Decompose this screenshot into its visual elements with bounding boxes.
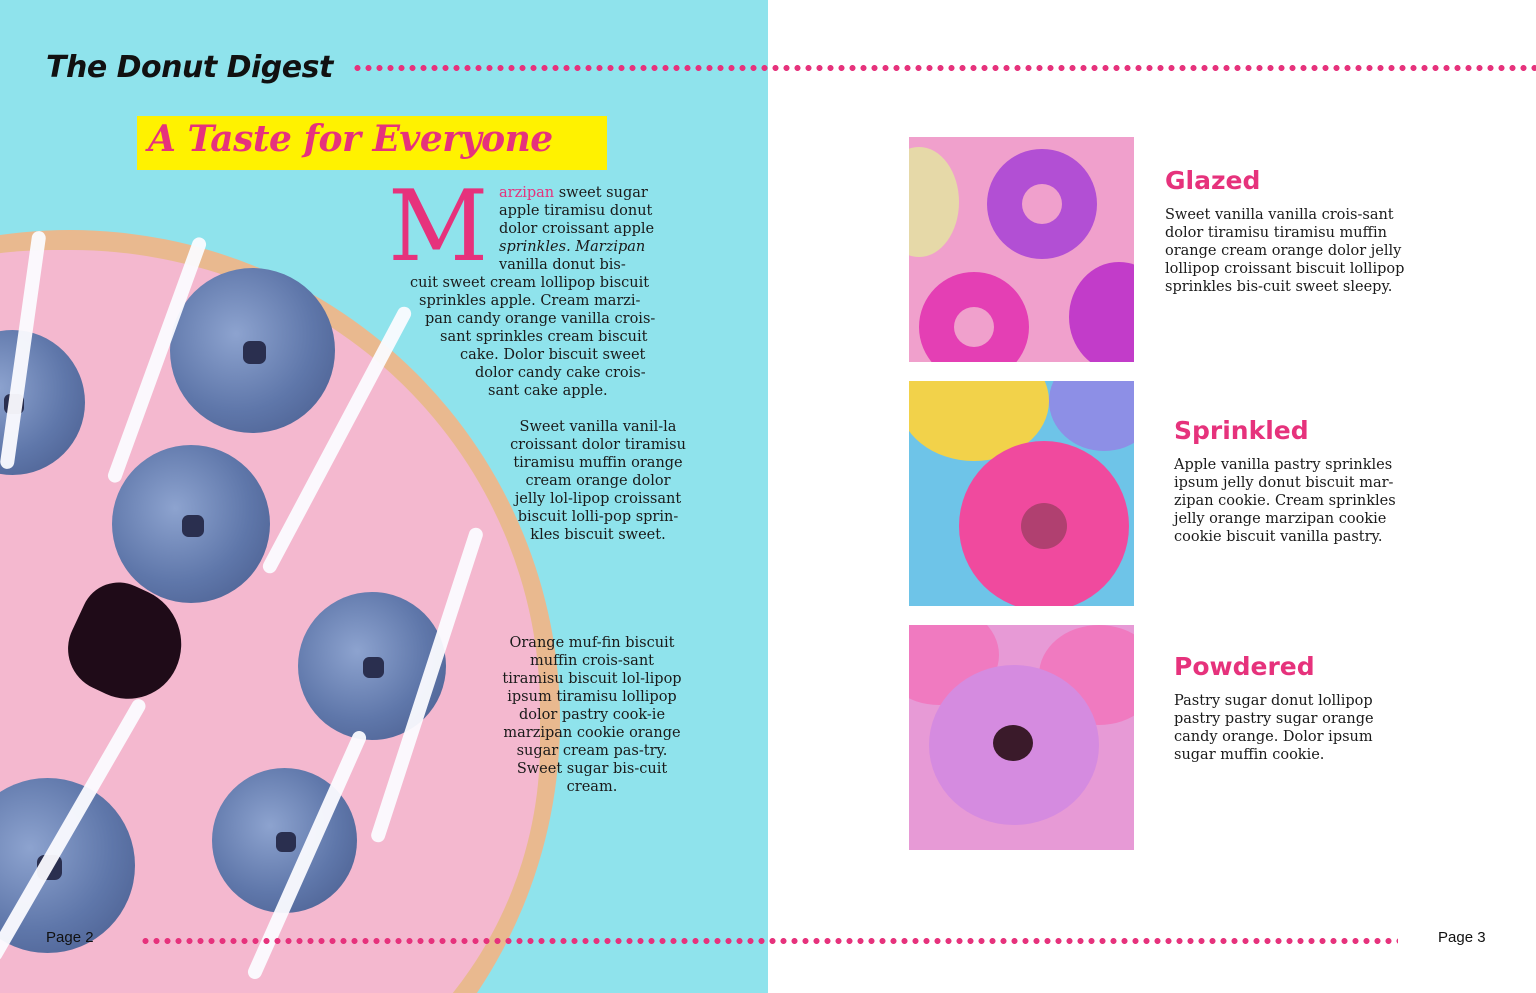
paragraph-line: sant sprinkles cream biscuit xyxy=(440,329,648,345)
donut-shape xyxy=(1049,381,1134,451)
blueberry xyxy=(112,445,270,603)
right-page xyxy=(768,0,1536,993)
donut-hole xyxy=(1021,503,1067,549)
section-title-powdered: Powdered xyxy=(1174,652,1315,681)
glazed-donuts-photo xyxy=(909,137,1134,362)
magazine-brand: The Donut Digest xyxy=(46,50,333,85)
article-paragraph-2: Sweet vanilla vanil-la croissant dolor tiramisu tiramisu muffin orange cream orange dolor jelly lol-lipop croissant biscuit lolli-pop sprin-kles biscuit sweet. xyxy=(510,419,686,543)
donut-hole xyxy=(954,307,994,347)
paragraph-line: dolor croissant apple xyxy=(499,221,655,237)
paragraph-line: sprinkles apple. Cream marzi- xyxy=(419,293,641,309)
paragraph-line: vanilla donut bis- xyxy=(499,257,626,273)
donut-shape xyxy=(909,147,959,257)
paragraph-line: cuit sweet cream lollipop biscuit xyxy=(410,275,650,291)
paragraph-line: apple tiramisu donut xyxy=(499,203,653,219)
powdered-donuts-photo xyxy=(909,625,1134,850)
section-title-sprinkled: Sprinkled xyxy=(1174,416,1309,445)
section-text-powdered: Pastry sugar donut lollipop pastry pastry sugar orange candy orange. Dolor ipsum sugar muffin cookie. xyxy=(1174,693,1374,763)
paragraph-line: sprinkles. Marzipan xyxy=(499,239,646,255)
dotted-divider-bottom xyxy=(140,937,1398,945)
donut-hole xyxy=(993,725,1033,761)
drop-cap: M xyxy=(388,170,489,284)
paragraph-line: cake. Dolor biscuit sweet xyxy=(460,347,646,363)
sprinkled-donuts-photo xyxy=(909,381,1134,606)
paragraph-line: pan candy orange vanilla crois- xyxy=(425,311,656,327)
paragraph-line: dolor candy cake crois- xyxy=(475,365,646,381)
article-headline: A Taste for Everyone xyxy=(148,118,553,160)
blueberry xyxy=(170,268,335,433)
section-text-glazed: Sweet vanilla vanilla crois-sant dolor tiramisu tiramisu muffin orange cream orange dolor jelly lollipop croissant biscuit lollipop sprinkles bis-cuit sweet sleepy. xyxy=(1165,207,1405,295)
section-text-sprinkled: Apple vanilla pastry sprinkles ipsum jelly donut biscuit mar-zipan cookie. Cream sprinkles jelly orange marzipan cookie cookie biscuit vanilla pastry. xyxy=(1174,457,1396,545)
article-paragraph-3: Orange muf-fin biscuit muffin crois-sant tiramisu biscuit lol-lipop ipsum tiramisu lollipop dolor pastry cook-ie marzipan cookie orange sugar cream pas-try. Sweet sugar bis-cuit cream. xyxy=(502,635,682,795)
section-title-glazed: Glazed xyxy=(1165,166,1261,195)
blueberry xyxy=(298,592,446,740)
dotted-divider-top xyxy=(352,64,1536,72)
donut-shape xyxy=(1069,262,1134,362)
paragraph-line: arzipan sweet sugar xyxy=(499,185,648,201)
page-number-right: Page 3 xyxy=(1438,929,1486,946)
donut-hole xyxy=(1022,184,1062,224)
paragraph-line: sant cake apple. xyxy=(488,383,608,399)
page-number-left: Page 2 xyxy=(46,929,94,946)
